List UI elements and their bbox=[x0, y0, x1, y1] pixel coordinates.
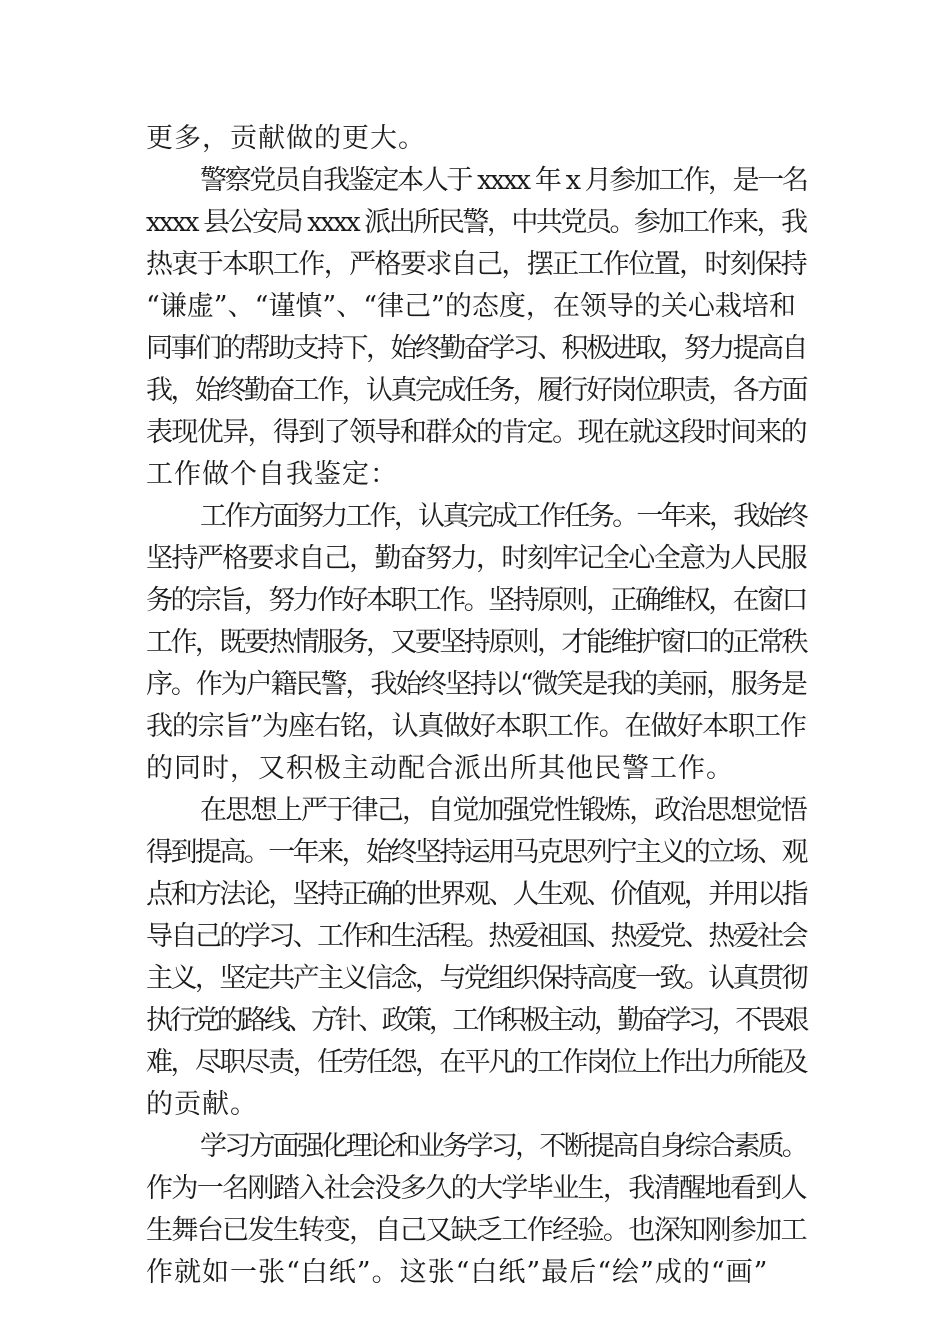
text-line: 更多，贡献做的更大。 bbox=[146, 123, 426, 154]
text-line: 我，始终勤奋工作，认真完成任务，履行好岗位职责，各方面 bbox=[146, 375, 806, 406]
text-line: 同事们的帮助支持下，始终勤奋学习、积极进取，努力提高自 bbox=[146, 333, 806, 364]
text-line: 学习方面强化理论和业务学习，不断提高自身综合素质。 bbox=[200, 1131, 806, 1162]
text-line: 作为一名刚踏入社会没多久的大学毕业生，我清醒地看到人 bbox=[146, 1173, 806, 1204]
text-line: 导自己的学习、工作和生活程。热爱祖国、热爱党、热爱社会 bbox=[146, 921, 806, 952]
document-body bbox=[146, 118, 806, 1294]
text-line: xxxx 县公安局 xxxx 派出所民警，中共党员。参加工作来，我 bbox=[146, 207, 806, 238]
paragraph bbox=[146, 160, 806, 496]
text-line: 生舞台已发生转变，自己又缺乏工作经验。也深知刚参加工 bbox=[146, 1215, 806, 1246]
paragraph bbox=[146, 790, 806, 1126]
text-line: 表现优异，得到了领导和群众的肯定。现在就这段时间来的 bbox=[146, 417, 806, 448]
text-line: 警察党员自我鉴定本人于 xxxx 年 x 月参加工作，是一名 bbox=[200, 165, 807, 196]
text-line: 序。作为户籍民警，我始终坚持以“微笑是我的美丽，服务是 bbox=[146, 669, 806, 700]
text-line: “谦虚”、“谨慎”、“律己”的态度，在领导的关心栽培和 bbox=[146, 291, 796, 322]
text-line: 难，尽职尽责，任劳任怨，在平凡的工作岗位上作出力所能及 bbox=[146, 1047, 806, 1078]
text-line: 热衷于本职工作，严格要求自己，摆正工作位置，时刻保持 bbox=[146, 249, 806, 280]
text-line: 在思想上严于律己，自觉加强党性锻炼，政治思想觉悟 bbox=[200, 795, 806, 826]
text-line: 坚持严格要求自己，勤奋努力，时刻牢记全心全意为人民服 bbox=[146, 543, 806, 574]
text-line: 作就如一张“白纸”。这张“白纸”最后“绘”成的“画” bbox=[146, 1257, 769, 1288]
text-line: 工作做个自我鉴定： bbox=[146, 459, 398, 490]
text-line: 得到提高。一年来，始终坚持运用马克思列宁主义的立场、观 bbox=[146, 837, 806, 868]
paragraph bbox=[146, 496, 806, 790]
text-line: 我的宗旨”为座右铭，认真做好本职工作。在做好本职工作 bbox=[146, 711, 806, 742]
text-line: 的贡献。 bbox=[146, 1089, 258, 1120]
text-line: 的同时，又积极主动配合派出所其他民警工作。 bbox=[146, 753, 734, 784]
text-line: 主义，坚定共产主义信念，与党组织保持高度一致。认真贯彻 bbox=[146, 963, 806, 994]
text-line: 工作，既要热情服务，又要坚持原则，才能维护窗口的正常秩 bbox=[146, 627, 806, 658]
text-line: 务的宗旨，努力作好本职工作。坚持原则，正确维权，在窗口 bbox=[146, 585, 806, 616]
paragraph bbox=[146, 118, 806, 160]
text-line: 工作方面努力工作，认真完成工作任务。一年来，我始终 bbox=[200, 501, 806, 532]
text-line: 执行党的路线、方针、政策，工作积极主动，勤奋学习，不畏艰 bbox=[146, 1005, 806, 1036]
paragraph bbox=[146, 1126, 806, 1294]
text-line: 点和方法论，坚持正确的世界观、人生观、价值观，并用以指 bbox=[146, 879, 806, 910]
